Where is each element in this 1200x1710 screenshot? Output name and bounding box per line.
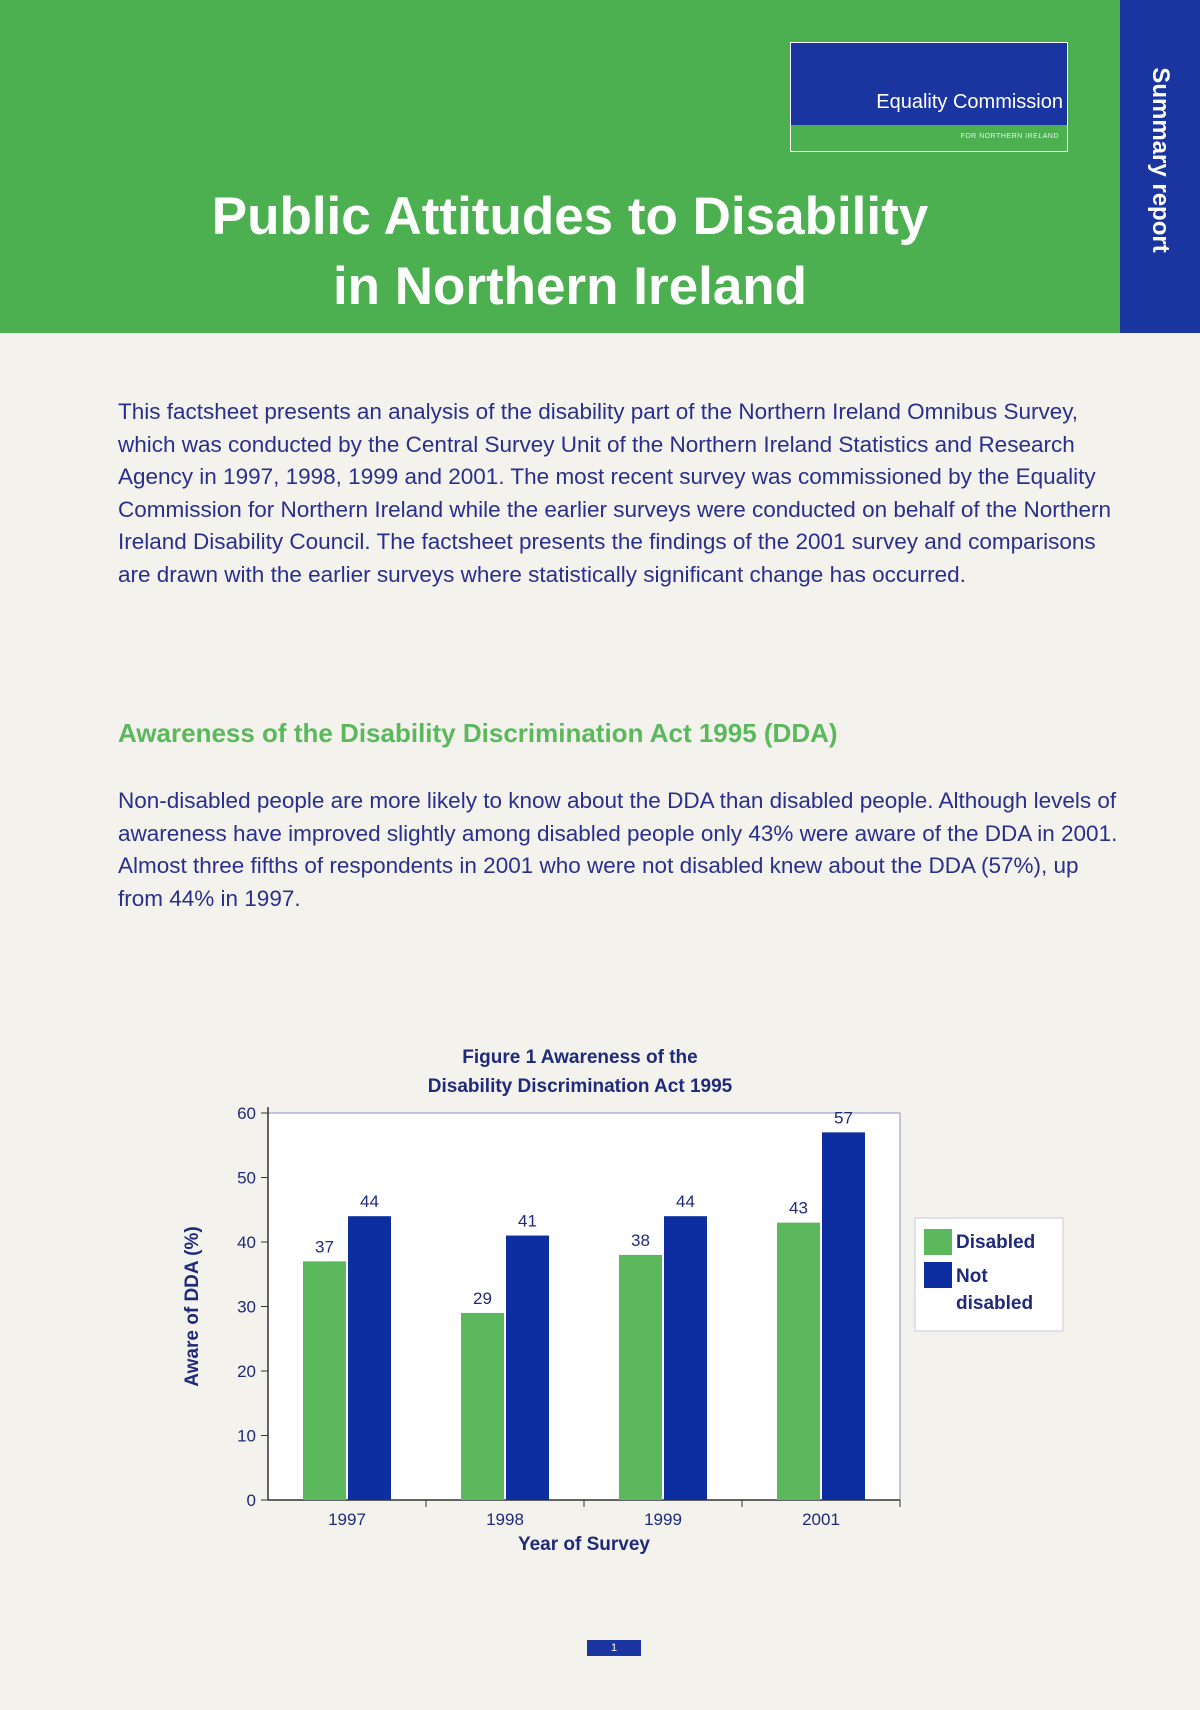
side-tab-label: Summary report [1147,67,1174,253]
x-tick-label: 1999 [644,1510,682,1529]
logo-subtitle: FOR NORTHERN IRELAND [960,133,1059,140]
page-title-line-2: in Northern Ireland [332,257,808,316]
page-number: 1 [587,1640,641,1656]
x-axis-title: Year of Survey [517,1534,651,1555]
data-label: 44 [360,1192,379,1212]
x-tick-label: 1998 [486,1510,524,1529]
y-tick-label: 0 [246,1491,256,1510]
bar-disabled [777,1223,820,1500]
data-label: 38 [631,1230,650,1250]
data-label: 44 [676,1192,695,1212]
legend-label-not-disabled: Not disabled [956,1266,1034,1314]
figure-title-line-2: Disability Discrimination Act 1995 [427,1076,733,1097]
x-tick-label: 2001 [802,1510,840,1529]
intro-paragraph: This factsheet presents an analysis of the disability part of the Northern Ireland Omnibus Survey, which was conducted by the Central Survey Unit of the Northern Ireland Statistics and Research Agency in 1997, 1998, 1999 and 2001. The most recent survey was commissioned by the Equality Commission for Northern Ireland while the earlier surveys were conducted on behalf of the Northern Ireland Disability Council. The factsheet presents the findings of the 2001 survey and comparisons are drawn with the earlier surveys where statistically significant change has occurred. [118,399,1111,587]
bar-disabled [461,1313,504,1500]
y-tick-label: 40 [237,1233,256,1252]
legend-swatch-not-disabled [924,1262,952,1288]
section-paragraph: Non-disabled people are more likely to know about the DDA than disabled people. Although levels of awareness have improved slightly among disabled people only 43% were aware of the DDA in 2001. Almost three fifths of respondents in 2001 who were not disabled knew about the DDA (57%), up from 44% in 1997. [118,788,1118,911]
legend-label-disabled: Disabled [956,1232,1036,1253]
data-label: 41 [518,1211,537,1231]
bar-disabled [303,1261,346,1500]
bar-not-disabled [822,1132,865,1500]
bar-not-disabled [664,1216,707,1500]
data-label: 43 [789,1198,808,1218]
data-label: 57 [834,1108,853,1128]
data-label: 29 [473,1288,492,1308]
legend-swatch-disabled [924,1229,952,1255]
x-tick-label: 1997 [328,1510,366,1529]
page-title-line-1: Public Attitudes to Disability [211,187,929,246]
bar-not-disabled [506,1236,549,1500]
y-tick-label: 50 [237,1168,256,1188]
logo-name: Equality Commission [876,91,1063,113]
bar-disabled [619,1255,662,1500]
section-heading: Awareness of the Disability Discrimination Act 1995 (DDA) [118,718,838,748]
y-tick-label: 20 [237,1362,256,1381]
y-tick-label: 60 [237,1104,256,1123]
y-axis-title: Aware of DDA (%) [182,1226,203,1387]
figure-title-line-1: Figure 1 Awareness of the [462,1047,698,1068]
y-tick-label: 30 [237,1297,256,1317]
y-tick-label: 10 [237,1426,256,1446]
bar-not-disabled [348,1216,391,1500]
data-label: 37 [315,1237,334,1257]
